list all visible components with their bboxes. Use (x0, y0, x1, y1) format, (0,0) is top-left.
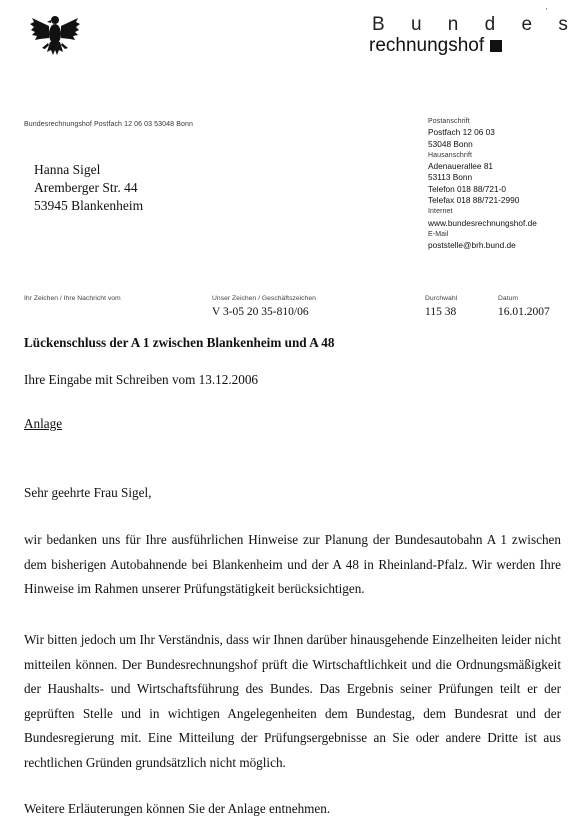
recipient-street: Aremberger Str. 44 (34, 180, 138, 195)
postal-line-1: Postfach 12 06 03 (428, 127, 495, 138)
visitor-label: Hausanschrift (428, 151, 473, 159)
extension-label: Durchwahl (425, 295, 458, 302)
recipient-address (34, 161, 143, 215)
corner-mark: ' (546, 8, 548, 15)
sender-return-line: Bundesrechnungshof Postfach 12 06 03 53048 Bonn (24, 121, 193, 128)
reference-line: Ihre Eingabe mit Schreiben vom 13.12.2006 (24, 372, 259, 387)
extension-value: 115 38 (425, 306, 457, 318)
recipient-name: Hanna Sigel (34, 162, 101, 177)
brand-square-icon (490, 40, 502, 52)
enclosure-label: Anlage (24, 416, 63, 431)
fax: Telefax 018 88/721-2990 (428, 195, 520, 206)
recipient-city: 53945 Blankenheim (34, 198, 144, 213)
salutation: Sehr geehrte Frau Sigel, (24, 485, 152, 500)
email-label: E-Mail (428, 230, 449, 238)
your-ref-label: Ihr Zeichen / Ihre Nachricht vom (24, 295, 121, 302)
body-paragraph-3: Weitere Erläuterungen können Sie der Anlage entnehmen. (24, 801, 331, 816)
body-paragraph-2: Wir bitten jedoch um Ihr Verständnis, dass wir Ihnen darüber hinausgehende Einzelheiten leider nicht mitteilen können. Der Bundesrechnungshof prüft die Wirtschaftlichkeit und die Ordnungsmäßigkeit der Haushalts- und Wirtschaftsführung des Bundes. Das Ergebnis seiner Prüfungen teilt er der geprüften Stelle und in wichtigen Angelegenheiten dem Bundestag, dem Bundesrat und der Bundesregierung mit. Eine Mitteilung der Prüfungsergebnisse an Sie oder andere Dritte ist aus rechtlichen Gründen grundsätzlich nicht möglich. (24, 632, 561, 770)
brand-wordmark-top: B u n d e s (372, 14, 579, 35)
visitor-line-1: Adenauerallee 81 (428, 161, 494, 172)
body-paragraph-1: wir bedanken uns für Ihre ausführlichen Hinweise zur Planung der Bundesautobahn A 1 zwischen dem bisherigen Autobahnende bei Blankenheim und der A 48 in Rheinland-Pfalz. Wir werden Ihre Hinweise im Rahmen unserer Prüfungstätigkeit berücksichtigen. (24, 532, 561, 596)
date-value: 16.01.2007 (498, 306, 550, 318)
our-ref-value: V 3-05 20 35-810/06 (212, 306, 309, 318)
postal-label: Postanschrift (428, 118, 470, 125)
contact-block (428, 116, 537, 252)
visitor-line-2: 53113 Bonn (428, 172, 473, 183)
federal-eagle-logo (30, 12, 80, 60)
postal-line-2: 53048 Bonn (428, 138, 473, 149)
email-link[interactable]: poststelle@brh.bund.de (428, 240, 516, 251)
subject-line: Lückenschluss der A 1 zwischen Blankenheim und A 48 (24, 335, 335, 350)
phone: Telefon 018 88/721-0 (428, 183, 506, 194)
date-label: Datum (498, 295, 519, 302)
brand-wordmark-bottom (369, 35, 502, 57)
our-ref-label: Unser Zeichen / Geschäftszeichen (212, 295, 316, 302)
internet-link[interactable]: www.bundesrechnungshof.de (428, 217, 537, 228)
brand-name: rechnungshof (369, 35, 485, 56)
internet-label: Internet (428, 208, 453, 216)
